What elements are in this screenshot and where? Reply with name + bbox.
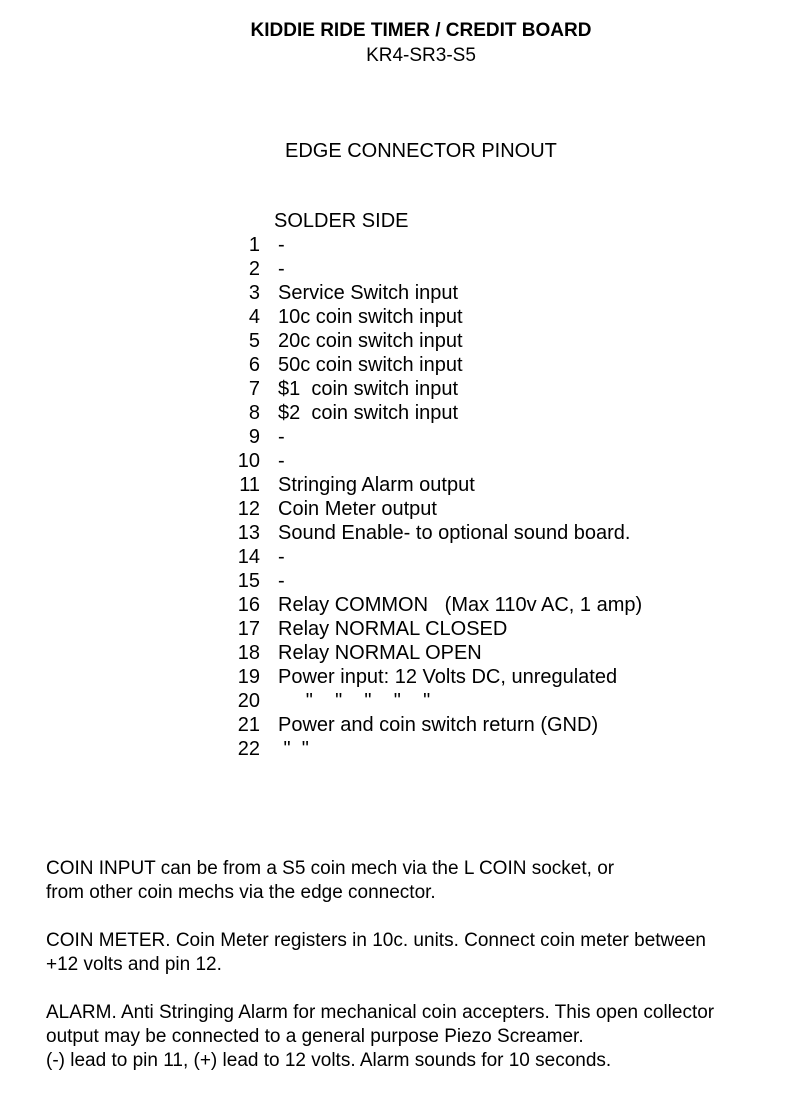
note-line: output may be connected to a general purpose Piezo Screamer. — [46, 1026, 584, 1047]
pin-description: - — [278, 450, 285, 472]
pin-description: - — [278, 426, 285, 448]
pin-description: $2 coin switch input — [278, 402, 459, 424]
note-line: (-) lead to pin 11, (+) lead to 12 volts. Alarm sounds for 10 seconds. — [46, 1050, 612, 1071]
pin-description: Relay COMMON (Max 110v AC, 1 amp) — [278, 594, 643, 616]
pin-number: 13 — [237, 522, 260, 544]
pin-number: 10 — [237, 450, 260, 472]
pin-description: 50c coin switch input — [278, 354, 463, 376]
pin-number: 9 — [248, 426, 260, 448]
pin-number: 14 — [237, 546, 260, 568]
coin-input-note — [46, 857, 786, 905]
pin-description: Stringing Alarm output — [278, 474, 475, 496]
pin-description: - — [278, 546, 285, 568]
pin-number: 2 — [248, 258, 260, 280]
pin-description: $1 coin switch input — [278, 378, 459, 400]
pin-number: 22 — [237, 738, 260, 760]
coin-meter-note — [46, 929, 786, 977]
note-line: from other coin mechs via the edge connector. — [46, 882, 436, 903]
pin-description: Power input: 12 Volts DC, unregulated — [278, 666, 618, 688]
pin-number: 1 — [248, 234, 260, 256]
side-label: SOLDER SIDE — [274, 210, 409, 232]
pin-number: 21 — [237, 714, 260, 736]
pin-description: Sound Enable- to optional sound board. — [278, 522, 631, 544]
pin-number: 8 — [248, 402, 260, 424]
pin-number: 16 — [237, 594, 260, 616]
pin-description: - — [278, 258, 285, 280]
pin-number: 18 — [237, 642, 260, 664]
pin-description: Relay NORMAL CLOSED — [278, 618, 508, 640]
note-line: ALARM. Anti Stringing Alarm for mechanical coin accepters. This open collector — [46, 1002, 715, 1023]
pin-description: - — [278, 234, 285, 256]
pin-description: - — [278, 570, 285, 592]
document-title: KIDDIE RIDE TIMER / CREDIT BOARD — [250, 20, 592, 41]
alarm-note — [46, 1001, 786, 1073]
notes — [46, 857, 786, 1097]
pin-description: 10c coin switch input — [278, 306, 463, 328]
pin-description: " " — [278, 738, 309, 760]
note-line: COIN INPUT can be from a S5 coin mech via the L COIN socket, or — [46, 858, 615, 879]
pin-description: 20c coin switch input — [278, 330, 463, 352]
pin-number: 20 — [237, 690, 260, 712]
pin-description: Relay NORMAL OPEN — [278, 642, 482, 664]
note-line: +12 volts and pin 12. — [46, 954, 222, 975]
pin-number: 17 — [237, 618, 260, 640]
pin-number: 4 — [248, 306, 260, 328]
pin-number: 6 — [248, 354, 260, 376]
pin-description: " " " " " — [278, 690, 431, 712]
note-line: COIN METER. Coin Meter registers in 10c. units. Connect coin meter between — [46, 930, 706, 951]
pin-number: 3 — [248, 282, 260, 304]
pin-description: Coin Meter output — [278, 498, 437, 520]
pin-number: 5 — [248, 330, 260, 352]
pin-number: 15 — [237, 570, 260, 592]
section-title: EDGE CONNECTOR PINOUT — [285, 140, 557, 162]
pin-number: 11 — [239, 474, 260, 496]
pin-description: Service Switch input — [278, 282, 459, 304]
pin-description: Power and coin switch return (GND) — [278, 714, 599, 736]
board-model: KR4-SR3-S5 — [366, 45, 476, 66]
pin-number: 12 — [237, 498, 260, 520]
pin-number: 19 — [237, 666, 260, 688]
pin-number: 7 — [248, 378, 260, 400]
